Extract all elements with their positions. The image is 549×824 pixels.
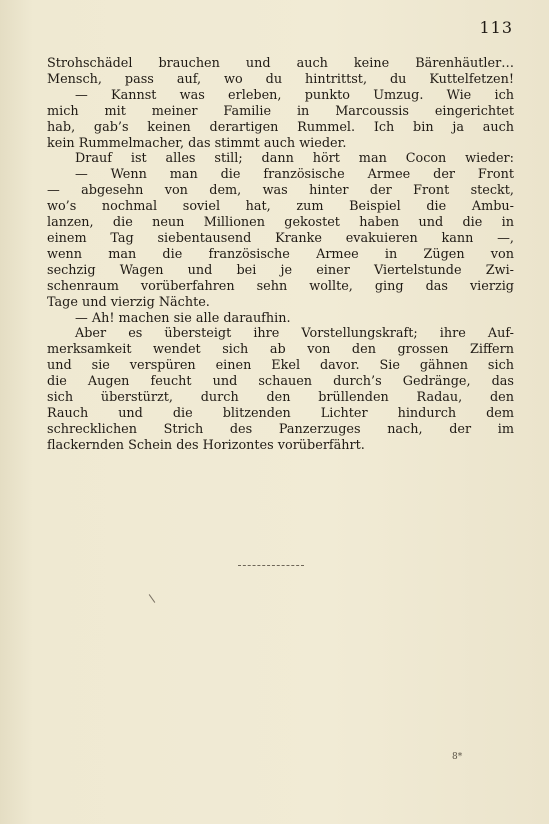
text-line: flackernden Schein des Horizontes vorüberfährt. [47, 437, 365, 453]
text-line: — Kannst was erleben, punkto Umzug. Wie ich [75, 87, 514, 103]
text-line: Rauch und die blitzenden Lichter hindurch dem [47, 405, 514, 421]
text-line: wenn man die französische Armee in Zügen von [47, 246, 514, 262]
text-line: Drauf ist alles still; dann hört man Cocon wieder: [75, 151, 514, 167]
page-number: 113 [479, 18, 513, 37]
text-line: Strohschädel brauchen und auch keine Bärenhäutler… [47, 56, 514, 71]
printer-signature: 8* [452, 752, 463, 762]
text-line: wo’s nochmal soviel hat, zum Beispiel die Ambu- [47, 199, 514, 215]
text-line: hab, gab’s keinen derartigen Rummel. Ich bin ja auch [47, 119, 514, 135]
text-line: — Wenn man die französische Armee der Front [75, 167, 514, 183]
text-line: und sie verspüren einen Ekel davor. Sie gähnen sich [47, 358, 514, 374]
ink-mark [149, 594, 156, 603]
text-line: lanzen, die neun Millionen gekostet haben und die in [47, 215, 514, 231]
text-line: schenraum vorüberfahren sehn wollte, ging das vierzig [47, 278, 514, 294]
text-line: — abgesehn von dem, was hinter der Front steckt, [47, 183, 514, 199]
text-line: kein Rummelmacher, das stimmt auch wieder. [47, 135, 347, 151]
section-divider [238, 565, 304, 567]
text-line: einem Tag siebentausend Kranke evakuieren kann —, [47, 230, 514, 246]
text-line: Tage und vierzig Nächte. [47, 294, 210, 310]
text-line: die Augen feucht und schauen durch’s Gedränge, das [47, 374, 514, 390]
text-line: sich überstürzt, durch den brüllenden Radau, den [47, 390, 514, 406]
text-line: Aber es übersteigt ihre Vorstellungskraft; ihre Auf- [75, 326, 514, 342]
text-line: mich mit meiner Familie in Marcoussis eingerichtet [47, 103, 514, 119]
text-line: merksamkeit wendet sich ab von den grossen Ziffern [47, 342, 514, 358]
text-line: Mensch, pass auf, wo du hintrittst, du Kuttelfetzen! [47, 71, 514, 87]
text-line: — Ah! machen sie alle daraufhin. [75, 310, 291, 326]
body-text [47, 56, 514, 454]
text-line: schrecklichen Strich des Panzerzuges nach, der im [47, 421, 514, 437]
text-line: sechzig Wagen und bei je einer Viertelstunde Zwi- [47, 262, 514, 278]
